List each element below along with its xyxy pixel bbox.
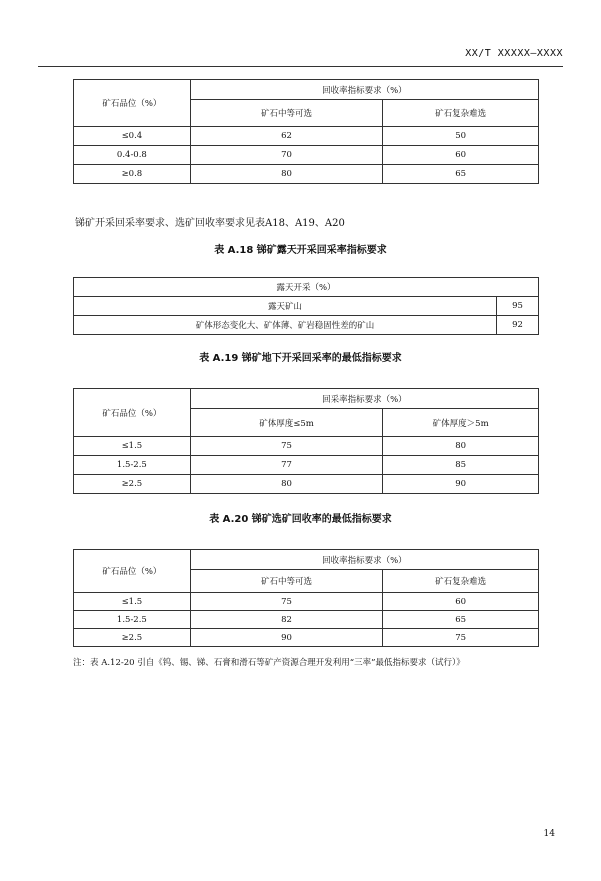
table-a19 (73, 388, 539, 494)
value-cell: 90 (190, 629, 383, 647)
value-cell: 65 (383, 611, 539, 629)
table-a20-caption: 表 A.20 锑矿选矿回收率的最低指标要求 (209, 514, 392, 525)
label-cell: 露天矿山 (74, 297, 497, 316)
value-cell: 80 (383, 437, 539, 456)
value-cell: 90 (383, 475, 539, 494)
grade-cell: ≤0.4 (74, 127, 191, 146)
grade-cell: ≤1.5 (74, 437, 191, 456)
value-cell: 82 (190, 611, 383, 629)
value-cell: 60 (383, 146, 539, 165)
value-cell: 80 (190, 475, 383, 494)
table-a17-row-header: 矿石品位（%） (74, 80, 191, 127)
table-row (74, 437, 539, 456)
value-cell: 80 (190, 165, 383, 184)
table-a19-row-header: 矿石品位（%） (74, 389, 191, 437)
value-cell: 75 (383, 629, 539, 647)
table-a18 (73, 277, 539, 335)
value-cell: 62 (190, 127, 383, 146)
value-cell: 60 (383, 593, 539, 611)
table-row (74, 611, 539, 629)
table-a20-col1-header: 矿石中等可选 (190, 570, 383, 593)
header-rule (38, 66, 563, 67)
grade-cell: ≥2.5 (74, 475, 191, 494)
value-cell: 65 (383, 165, 539, 184)
table-a20-group-header: 回收率指标要求（%） (190, 550, 538, 570)
grade-cell: ≥2.5 (74, 629, 191, 647)
table-row (74, 165, 539, 184)
table-a17-col2-header: 矿石复杂难选 (383, 100, 539, 127)
table-a19-col1-header: 矿体厚度≤5m (190, 409, 383, 437)
table-a20-col2-header: 矿石复杂难选 (383, 570, 539, 593)
table-row (74, 456, 539, 475)
grade-cell: 1.5-2.5 (74, 456, 191, 475)
source-note: 注：表 A.12-20 引自《钨、锡、锑、石膏和滑石等矿产资源合理开发利用“三率”最低指标要求（试行）》 (73, 658, 465, 668)
table-row (74, 475, 539, 494)
value-cell: 50 (383, 127, 539, 146)
table-row (74, 127, 539, 146)
intro-line: 锑矿开采回采率要求、选矿回收率要求见表A18、A19、A20 (75, 218, 345, 229)
value-cell: 75 (190, 593, 383, 611)
page-number: 14 (543, 829, 555, 839)
table-a17-group-header: 回收率指标要求（%） (190, 80, 538, 100)
table-a17 (73, 79, 539, 184)
table-row (74, 316, 539, 335)
table-row (74, 297, 539, 316)
grade-cell: 0.4-0.8 (74, 146, 191, 165)
value-cell: 85 (383, 456, 539, 475)
table-row (74, 593, 539, 611)
value-cell: 75 (190, 437, 383, 456)
table-a19-group-header: 回采率指标要求（%） (190, 389, 538, 409)
value-cell: 92 (497, 316, 539, 335)
value-cell: 77 (190, 456, 383, 475)
grade-cell: 1.5-2.5 (74, 611, 191, 629)
grade-cell: ≥0.8 (74, 165, 191, 184)
table-a19-col2-header: 矿体厚度＞5m (383, 409, 539, 437)
table-a19-caption: 表 A.19 锑矿地下开采回采率的最低指标要求 (199, 353, 402, 364)
label-cell: 矿体形态变化大、矿体薄、矿岩稳固性差的矿山 (74, 316, 497, 335)
table-a18-header: 露天开采（%） (74, 278, 539, 297)
table-a17-col1-header: 矿石中等可选 (190, 100, 383, 127)
grade-cell: ≤1.5 (74, 593, 191, 611)
table-a20-row-header: 矿石品位（%） (74, 550, 191, 593)
document-code: XX/T XXXXX—XXXX (465, 48, 563, 59)
value-cell: 95 (497, 297, 539, 316)
table-row (74, 146, 539, 165)
table-a20 (73, 549, 539, 647)
table-row (74, 629, 539, 647)
table-a18-caption: 表 A.18 锑矿露天开采回采率指标要求 (214, 245, 387, 256)
value-cell: 70 (190, 146, 383, 165)
